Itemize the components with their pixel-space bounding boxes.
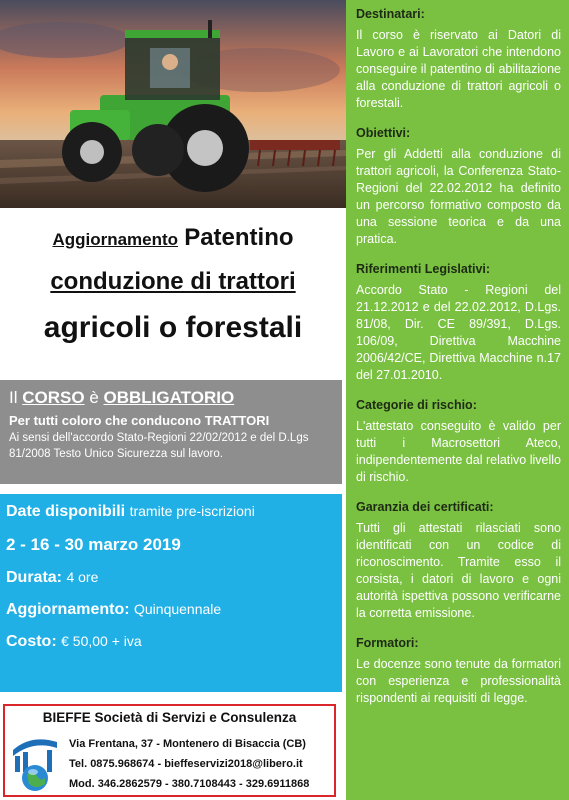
mandatory-corso: CORSO: [22, 388, 85, 407]
contact-address: Via Frentana, 37 - Montenero di Bisaccia (CB): [69, 738, 306, 750]
section-text: Le docenze sono tenute da formatori con esperienza e professionalità rispondenti ai requisiti di legge.: [356, 657, 561, 705]
duration-value: 4 ore: [66, 569, 99, 585]
dates-row: [6, 503, 342, 521]
title-word-patentino: Patentino: [184, 224, 294, 251]
section-text: Per gli Addetti alla conduzione di trattori agricoli, la Conferenza Stato-Regioni del 22.02.2012 ha definito un percorso formativo composto da una sessione teorica e da una pratica.: [356, 147, 561, 246]
dates-label: Date disponibili: [6, 503, 126, 520]
section-risk-categories: [356, 398, 561, 486]
section-recipients: [356, 7, 561, 112]
section-certificate-guarantee: [356, 500, 561, 622]
section-legal-references: [356, 262, 561, 384]
course-title: [0, 218, 346, 343]
section-heading: Riferimenti Legislativi:: [356, 262, 491, 276]
title-line-3: agricoli o forestali: [43, 311, 303, 344]
section-text: L'attestato conseguito è valido per tutti i Macrosettori Ateco, indipendentemente dal relativo livello di rischio.: [356, 419, 561, 484]
contact-phone: Tel. 0875.968674 - bieffeservizi2018@libero.it: [69, 758, 303, 770]
section-heading: Formatori:: [356, 636, 419, 650]
mandatory-target: Per tutti coloro che conducono TRATTORI: [9, 413, 270, 428]
title-line-2: conduzione di trattori: [50, 268, 296, 295]
contact-mobile: Mod. 346.2862579 - 380.7108443 - 329.6911868: [69, 778, 310, 790]
title-line-1: [0, 226, 346, 250]
company-name: BIEFFE Società di Servizi e Consulenza: [42, 710, 297, 725]
mandatory-pre1: Il: [9, 388, 18, 407]
dates-note: tramite pre-iscrizioni: [129, 503, 255, 519]
section-objectives: [356, 126, 561, 248]
dates-value: 2 - 16 - 30 marzo 2019: [6, 535, 181, 554]
section-heading: Destinatari:: [356, 7, 425, 21]
section-heading: Garanzia dei certificati:: [356, 500, 494, 514]
tractor-photo: [0, 0, 346, 208]
cost-label: Costo:: [6, 633, 57, 650]
details-column: [346, 0, 569, 800]
mandatory-legal-note: Ai sensi dell'accordo Stato-Regioni 22/02/2012 e del D.Lgs 81/2008 Testo Unico Sicurezza sul lavoro.: [9, 432, 309, 460]
renewal-row: [6, 601, 342, 619]
section-heading: Categorie di rischio:: [356, 398, 477, 412]
company-logo-icon: [11, 730, 59, 792]
cost-value: € 50,00 + iva: [61, 633, 142, 649]
duration-label: Durata:: [6, 569, 63, 586]
mandatory-heading: [9, 388, 334, 408]
section-text: Tutti gli attestati rilasciati sono identificati con un codice di riconoscimento. Tramite esso il corsista, i datori di lavoro e ogni autorità ispettiva possono verificarne la corretta emissione.: [356, 521, 561, 620]
contact-lines: [69, 734, 309, 794]
mandatory-course-box: [0, 380, 342, 484]
section-text: Accordo Stato - Regioni del 21.12.2012 e del 22.02.2012, D.Lgs. 81/08, Dir. CE 89/391, D.Lgs. 106/09, Direttiva Macchine 2006/42/CE, Direttiva Macchine n.17 del 27.01.2010.: [356, 283, 561, 382]
mandatory-pre2: è: [89, 388, 99, 407]
cost-row: [6, 633, 342, 651]
contact-box: [3, 704, 336, 797]
section-trainers: [356, 636, 561, 707]
tractor-illustration: [0, 0, 346, 208]
section-heading: Obiettivi:: [356, 126, 411, 140]
section-text: Il corso è riservato ai Datori di Lavoro e ai Lavoratori che intendono conseguire il patentino di abilitazione alla conduzione di trattori agricoli o forestali.: [356, 28, 561, 110]
duration-row: [6, 569, 342, 587]
course-info-box: [0, 494, 342, 692]
title-word-aggiornamento: Aggiornamento: [52, 230, 179, 249]
renewal-label: Aggiornamento:: [6, 601, 130, 618]
renewal-value: Quinquennale: [134, 601, 222, 617]
mandatory-obbligatorio: OBBLIGATORIO: [103, 388, 235, 407]
